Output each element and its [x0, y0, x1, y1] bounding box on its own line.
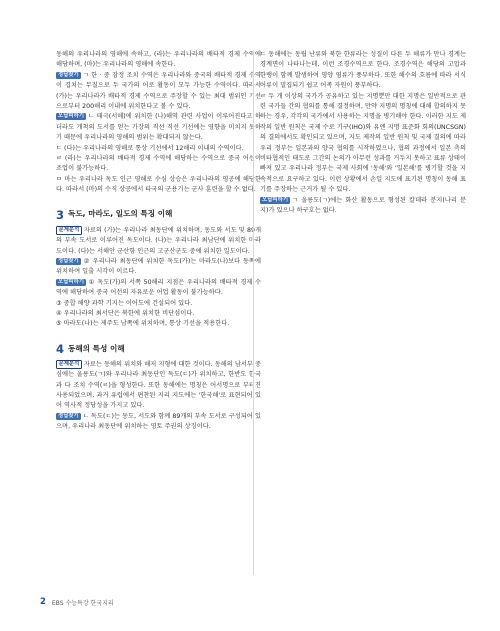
- paragraph: ③ 중합 해양 과학 기지는 이어도에 건설되어 있다.: [56, 299, 193, 307]
- analysis-badge: 문제분석: [56, 226, 82, 235]
- paragraph: [260, 196, 466, 217]
- paragraph-text: ② 우리나라 최동단에 위치한 독도(가)는 마라도(나)보다 동쪽에 위치하여 일출 시각이 이르다.: [56, 257, 261, 276]
- paragraph: ㄹ (라)는 우리나라의 배타적 경제 수역에 해당하는 수역으로 중국 어선이 조업이 불가능하다.: [56, 155, 261, 173]
- paragraph: ㄷ (다)는 우리나라의 영해로 통상 기선에서 12해리 이내의 수역이다.: [56, 144, 244, 152]
- section-number: 4: [56, 341, 65, 356]
- section-title: 독도, 마라도, 일도의 특징 이해: [68, 209, 173, 219]
- wrong-answer-badge: 오답피하기: [262, 196, 289, 203]
- wrong-answer-badge: 오답피하기: [58, 278, 85, 285]
- section-title: 동해의 특성 이해: [68, 343, 125, 353]
- paragraph: ⑤ 마라도(나)는 제주도 남쪽에 위치하며, 통상 기선을 적용한다.: [56, 320, 230, 328]
- left-column: [56, 50, 261, 433]
- paragraph: 동해의 우리나라의 영해에 속하고, (라)는 우리나라의 배타적 경제 수역에 해당하며, (마)는 우리나라의 영해에 속한다.: [56, 51, 261, 69]
- paragraph-text: ㄴ 독도(ㄷ)는 동도, 서도와 함께 89개의 부속 도서로 구성되어 있으며, 우리나라 최동단에 위치하는 영토 주권의 상징이다.: [56, 412, 261, 431]
- paragraph-text: ㄱ 울릉도(ㄱ)에는 화산 활동으로 형성된 칼데라 분지(나리 분지)가 있으나 하구호는 없다.: [260, 196, 466, 215]
- analysis-badge: 문제분석: [56, 360, 82, 369]
- answer-badge: 정답찾기: [58, 412, 79, 419]
- paragraph: [56, 226, 261, 257]
- answer-badge: 정답찾기: [58, 257, 79, 264]
- paragraph: [56, 360, 261, 412]
- paragraph: [56, 257, 261, 278]
- wrong-answer-badge: 오답피하기: [58, 113, 85, 120]
- paragraph: [56, 412, 261, 433]
- paragraph-text: 자료는 동해의 위치와 해저 지형에 대한 것이다. 동해의 남서부 중심에는 울릉도(ㄱ)와 우리나라 최동단인 독도(ㄷ)가 위치하고, 한반도 한국과 다 조치 수역(ㄹ)을 형성한다. 또한 동해에는 명칭은 어서명으로 부터진 사용되었으며, 과거 유럽에서 편찬된 지리 지도에는 '한국해'로 표현되어 있어 역사적 정당성을 가지고 있다.: [56, 360, 261, 410]
- paragraph-text: ㄱ 한 · 중 잠정 조치 수역은 우리나라와 중국의 배타적 경제 수역이 겹치는 무질으로 두 국가의 어로 활동이 모두 가능한 수역이다. 따라서 (가)는 우리나라가 배타적 경제 수역으로 주장할 수 있는 최대 범위인 기선으로부터 200해리 이내에 위치한다고 볼 수 있다.: [56, 71, 261, 111]
- section-heading-4: [56, 343, 261, 355]
- paragraph: [56, 71, 261, 113]
- paragraph: [56, 278, 261, 299]
- column-divider: [253, 50, 254, 575]
- paragraph: ㄷ 동해에는 동립 난류와 북한 한류라는 성질이 다른 두 해류가 만나 경계는 경계면이 나타나는데, 이런 조경수역으로 한다. 조경수역은 해당의 고압과 한랭이 함께 발생하여 영양 염류가 풍부하다. 또한 해수의 흐름에 따라 서식 어류이 밀집되기 쉽고 어족 자원이 풍부하다.: [260, 51, 466, 90]
- right-column: [260, 50, 466, 217]
- page-footer: [40, 597, 114, 607]
- answer-badge: 정답찾기: [58, 71, 79, 78]
- paragraph: [56, 112, 261, 143]
- paragraph-text: ① 독도(가)의 서쪽 50해리 지점은 우리나라의 배타적 경제 수역에 해당하여 중국 어선의 자유로운 어업 활동이 불가능하다.: [56, 278, 261, 297]
- section-heading-3: [56, 209, 261, 221]
- paragraph-text: ㄴ 태극(서해)에 위치한 (나)해역 관련 사업이 이루어진다고 하더라도 개척의 도서를 얻는 가장의 직선 직선 기선에는 영향을 미치지 못하기 때문에 우리나라의 영해의 범위는 확대되지 않는다.: [56, 113, 261, 142]
- book-title: EBS 수능특강 한국지리: [51, 599, 114, 607]
- paragraph-text: 자료의 (가)는 우리나라 최동단에 위치하며, 동도와 서도 및 89개의 부속 도서로 이루어진 독도이다. (나)는 우리나라 최남단에 위치한 마라도이다. (다)는 서해안 군산항 인근의 고군산군도 중에 위치한 일도이다.: [56, 226, 261, 255]
- section-number: 3: [56, 207, 65, 222]
- paragraph: ④ 우리나라의 최서단은 북한에 위치한 비단섬이다.: [56, 309, 195, 317]
- paragraph: ㅁ 마는 우리나라 독도 인근 영해로 수심 상승은 우리나라의 영공에 해당한다. 따라서 (마)의 수직 상공에서 타국의 군용기는 군사 훈련을 할 수 없다.: [56, 175, 261, 194]
- paragraph: ㄹ 두 개 이상의 국가가 공유하고 있는 지명뿐만 대한 지명은 일반적으로 관련 국가들 간의 협의를 통해 결정하며, 만약 지명의 명칭에 대해 합의하지 못하는 경우, 각각의 국가에서 사용하는 지명을 병기해야 한다. 이러한 지도 제작의 일반 원칙은 국제 수로 기구(IHO)와 유엔 지명 표준화 회의(UNCSGN)의 결의에서도 확인되고 있으며, 지도 제작의 일반 원칙 및 국제 결의에 따라 우리 정부는 일본과의 양국 협의를 시작하였으나, 협의 과정에서 일본 측의 비타협적인 태도로 그간의 논의가 아무런 성과를 거두지 못하고 표류 상태이 빠져 있고 우리나라 정부는 국제 사회에 '동해'와 '일본해'를 병기할 것을 지속적으로 요구하고 있다. 이런 상황에서 손일 지도에 표기된 명칭이 동해 표기를 주장하는 근거가 될 수 있다.: [260, 92, 466, 194]
- page-number: 2: [40, 597, 46, 607]
